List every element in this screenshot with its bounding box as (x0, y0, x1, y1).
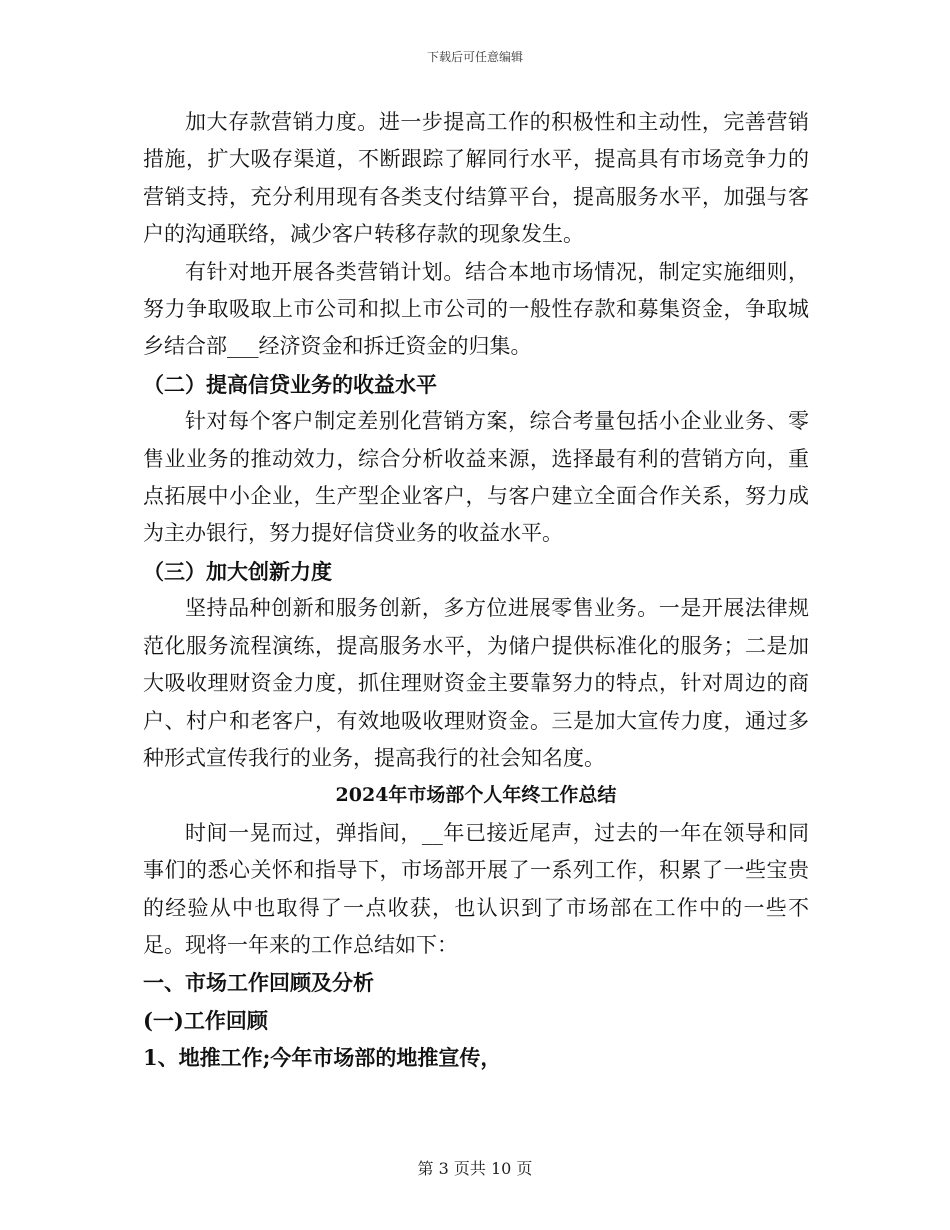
section-heading-credit: （二）提高信贷业务的收益水平 (143, 371, 437, 397)
section-heading-innovation: （三）加大创新力度 (143, 558, 332, 584)
subsection-heading-review: (一)工作回顾 (143, 1007, 268, 1033)
page-header: 下载后可任意编辑 (426, 50, 523, 64)
section-heading-review: 一、市场工作回顾及分析 (143, 970, 374, 996)
paragraph-deposit-marketing: 加大存款营销力度。进一步提高工作的积极性和主动性，完善营销措施，扩大吸存渠道，不断跟踪了解同行水平，提高具有市场竞争力的营销支持，充分利用现有各类支付结算平台，提高服务水平，加强与客户的沟通联络，减少客户转移存款的现象发生。 (143, 110, 809, 247)
page-footer: 第 3 页共 10 页 (417, 1159, 533, 1178)
document-title: 2024年市场部个人年终工作总结 (335, 784, 617, 807)
paragraph-innovation: 坚持品种创新和服务创新，多方位进展零售业务。一是开展法律规范化服务流程演练，提高服务水平，为储户提供标准化的服务；二是加大吸收理财资金力度，抓住理财资金主要靠努力的特点，针对周边的商户、村户和老客户，有效地吸收理财资金。三是加大宣传力度，通过多种形式宣传我行的业务，提高我行的社会知名度。 (143, 596, 809, 770)
document-body (143, 104, 809, 1077)
paragraph-intro: 时间一晃而过，弹指间，__年已接近尾声，过去的一年在领导和同事们的悉心关怀和指导下，市场部开展了一系列工作，积累了一些宝贵的经验从中也取得了一点收获，也认识到了市场部在工作中的一些不足。现将一年来的工作总结如下： (143, 820, 809, 957)
paragraph-marketing-plan: 有针对地开展各类营销计划。结合本地市场情况，制定实施细则，努力争取吸取上市公司和拟上市公司的一般性存款和募集资金，争取城乡结合部___经济资金和拆迁资金的归集。 (143, 259, 809, 359)
paragraph-credit: 针对每个客户制定差别化营销方案，综合考量包括小企业业务、零售业业务的推动效力，综合分析收益来源，选择最有利的营销方向，重点拓展中小企业，生产型企业客户，与客户建立全面合作关系，努力成为主办银行，努力提好信贷业务的收益水平。 (143, 409, 809, 546)
item-heading-ground-promotion: 1、地推工作;今年市场部的地推宣传， (143, 1045, 502, 1071)
